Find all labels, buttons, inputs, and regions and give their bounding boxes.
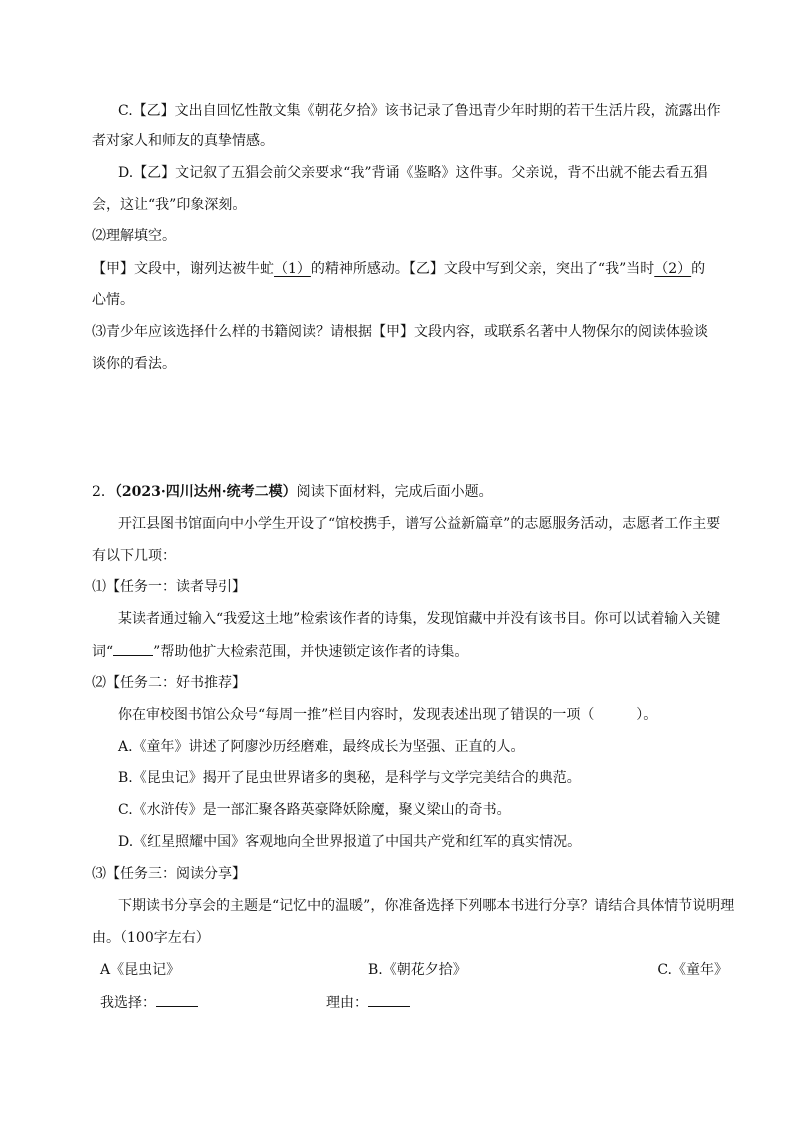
- option-d-line-2: 会，这让“我”印象深刻。: [92, 197, 247, 213]
- question-2-line-2: 心情。: [92, 292, 134, 308]
- intro-paragraph-line-2: 有以下几项：: [92, 548, 176, 564]
- question-source: （2023·四川达州·统考二模）: [114, 484, 297, 500]
- answer-reason-row: [326, 992, 410, 1013]
- task-2-line-1: 你在审校图书馆公众号“每周一推”栏目内容时，发现表述出现了错误的一项（ ）。: [118, 707, 658, 723]
- question-3-line-2: 谈你的看法。: [92, 356, 176, 372]
- task-2-option-a: A.《童年》讲述了阿廖沙历经磨难，最终成长为坚强、正直的人。: [118, 739, 525, 755]
- option-d-line-1: D.【乙】文记叙了五猖会前父亲要求“我”背诵《鉴略》这件事。父亲说，背不出就不能去看五猖: [118, 165, 708, 181]
- question-2-header: [92, 482, 493, 502]
- book-option-b: B.《朝花夕拾》: [368, 962, 467, 978]
- question-2-line-1: [92, 259, 705, 279]
- question-intro: 阅读下面材料，完成后面小题。: [296, 484, 493, 500]
- task-1-line-1: 某读者通过输入“我爱这土地”检索该作者的诗集，发现馆藏中并没有该书目。你可以试着输入关键: [118, 611, 721, 627]
- q2-blank-2: （2）: [654, 261, 692, 277]
- q2-text-a: 【甲】文段中，谢列达被牛虻: [92, 261, 274, 277]
- book-option-c: C.《童年》: [657, 962, 728, 978]
- intro-paragraph-line-1: 开江县图书馆面向中小学生开设了“馆校携手，谱写公益新篇章”的志愿服务活动，志愿者工作主要: [118, 516, 721, 532]
- task-2-option-d: D.《红星照耀中国》客观地向全世界报道了中国共产党和红军的真实情况。: [118, 834, 582, 850]
- task-1-text-a: 词“: [92, 644, 114, 660]
- q2-text-c: 的: [691, 261, 706, 277]
- option-c-line-1: C.【乙】文出自回忆性散文集《朝花夕拾》该书记录了鲁迅青少年时期的若干生活片段，流露出作: [118, 103, 721, 119]
- reason-label: 理由：: [326, 995, 368, 1011]
- question-3-line-1: ⑶青少年应该选择什么样的书籍阅读？请根据【甲】文段内容，或联系名著中人物保尔的阅读体验谈: [92, 324, 708, 340]
- task-1-line-2: [92, 641, 468, 662]
- q2-blank-1: （1）: [274, 261, 311, 277]
- reason-blank[interactable]: [368, 992, 410, 1007]
- task-2-option-b: B.《昆虫记》揭开了昆虫世界诸多的奥秘，是科学与文学完美结合的典范。: [118, 770, 581, 786]
- task-3-line-1: 下期读书分享会的主题是“记忆中的温暖”，你准备选择下列哪本书进行分享？请结合具体情节说明理: [118, 898, 735, 914]
- task-2-option-c: C.《水浒传》是一部汇聚各路英豪降妖除魔，聚义梁山的奇书。: [118, 802, 511, 818]
- book-option-a: A《昆虫记》: [100, 962, 181, 978]
- choose-label: 我选择：: [100, 995, 156, 1011]
- choose-blank[interactable]: [156, 992, 198, 1007]
- task-2-title: ⑵【任务二：好书推荐】: [92, 675, 246, 691]
- task-1-title: ⑴【任务一：读者导引】: [92, 579, 246, 595]
- task-3-title: ⑶【任务三：阅读分享】: [92, 866, 246, 882]
- question-2-label: ⑵理解填空。: [92, 228, 176, 244]
- option-c-line-2: 者对家人和师友的真挚情感。: [92, 133, 274, 149]
- task-3-line-2: 由。（100字左右）: [92, 930, 210, 946]
- keyword-blank[interactable]: [113, 641, 153, 656]
- question-number: 2．: [92, 484, 115, 500]
- q2-text-b: 的精神所感动。【乙】文段中写到父亲，突出了“我”当时: [310, 261, 655, 277]
- answer-choose-row: [100, 992, 198, 1013]
- task-1-text-b: ”帮助他扩大检索范围，并快速锁定该作者的诗集。: [153, 644, 469, 660]
